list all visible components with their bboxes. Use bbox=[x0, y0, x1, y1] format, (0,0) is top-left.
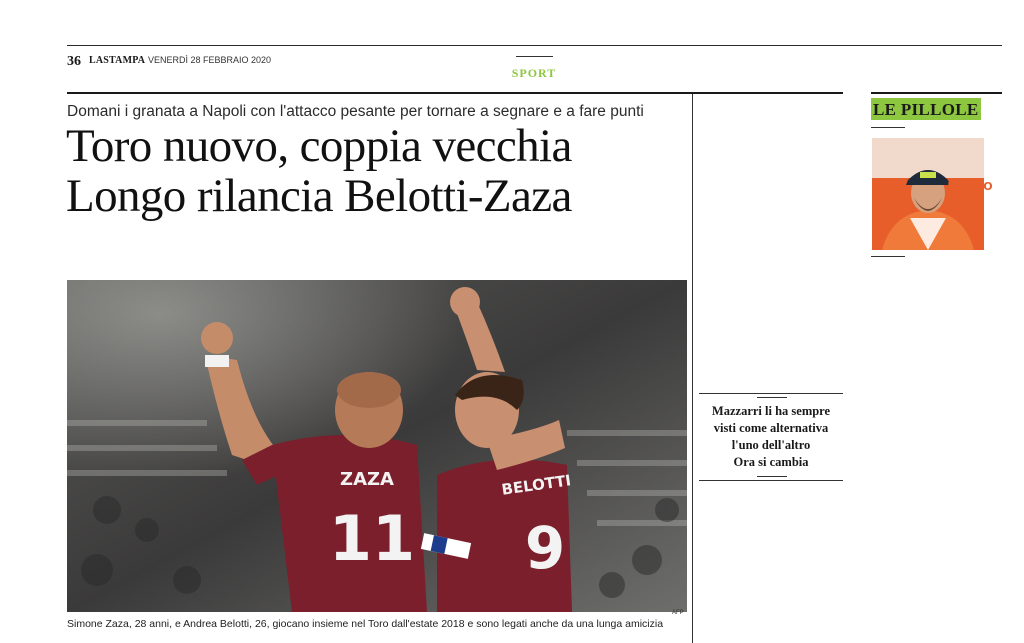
sidebar-rule bbox=[871, 127, 905, 128]
photo-illustration bbox=[67, 280, 687, 612]
headline-line-2: Longo rilancia Belotti-Zaza bbox=[66, 170, 572, 222]
belotti-shirt-number: 9 bbox=[524, 514, 566, 582]
page-number: 36 bbox=[67, 54, 81, 69]
article-top-rule bbox=[67, 92, 843, 94]
avatar-shirt-text: UAE TO bbox=[947, 180, 993, 193]
article-photo[interactable] bbox=[67, 280, 687, 612]
quote-tick-top bbox=[757, 397, 787, 398]
zaza-shirt-name: ZAZA bbox=[340, 469, 394, 490]
issue-date: VENERDÌ 28 FEBBRAIO 2020 bbox=[148, 55, 272, 65]
quote-line-2: visti come alternativa bbox=[713, 421, 829, 435]
belotti-shirt-name: BELOTTI bbox=[500, 471, 573, 499]
column-divider bbox=[692, 94, 693, 643]
article-headline bbox=[66, 121, 572, 221]
sidebar-title[interactable]: LE PILLOLE bbox=[873, 100, 979, 119]
quote-line-4: Ora si cambia bbox=[733, 455, 809, 469]
quote-line-3: l'uno dell'altro bbox=[731, 438, 811, 452]
pull-quote bbox=[699, 403, 843, 471]
quote-rule-top bbox=[699, 393, 843, 394]
section-label[interactable]: SPORT bbox=[511, 66, 557, 80]
sidebar-avatar[interactable] bbox=[872, 138, 993, 250]
quote-rule-bottom bbox=[699, 480, 843, 481]
quote-line-1: Mazzarri li ha sempre bbox=[711, 404, 831, 418]
sidebar-rule-bottom bbox=[871, 256, 905, 257]
article-kicker: Domani i granata a Napoli con l'attacco pesante per tornare a segnare e a fare punti bbox=[67, 103, 644, 120]
headline-line-1: Toro nuovo, coppia vecchia bbox=[66, 120, 572, 172]
cyclist-portrait bbox=[872, 138, 993, 250]
quote-tick-bottom bbox=[757, 476, 787, 477]
section-rule bbox=[516, 56, 553, 57]
masthead-logo[interactable]: LASTAMPA bbox=[89, 55, 146, 66]
top-rule bbox=[67, 45, 1002, 46]
zaza-shirt-number: 11 bbox=[328, 502, 416, 575]
sidebar-top-rule bbox=[871, 92, 1002, 94]
photo-caption: Simone Zaza, 28 anni, e Andrea Belotti, 26, giocano insieme nel Toro dall'estate 2018 e sono legati anche da una lunga amicizia bbox=[67, 618, 664, 630]
photo-credit: AFP bbox=[672, 610, 684, 616]
